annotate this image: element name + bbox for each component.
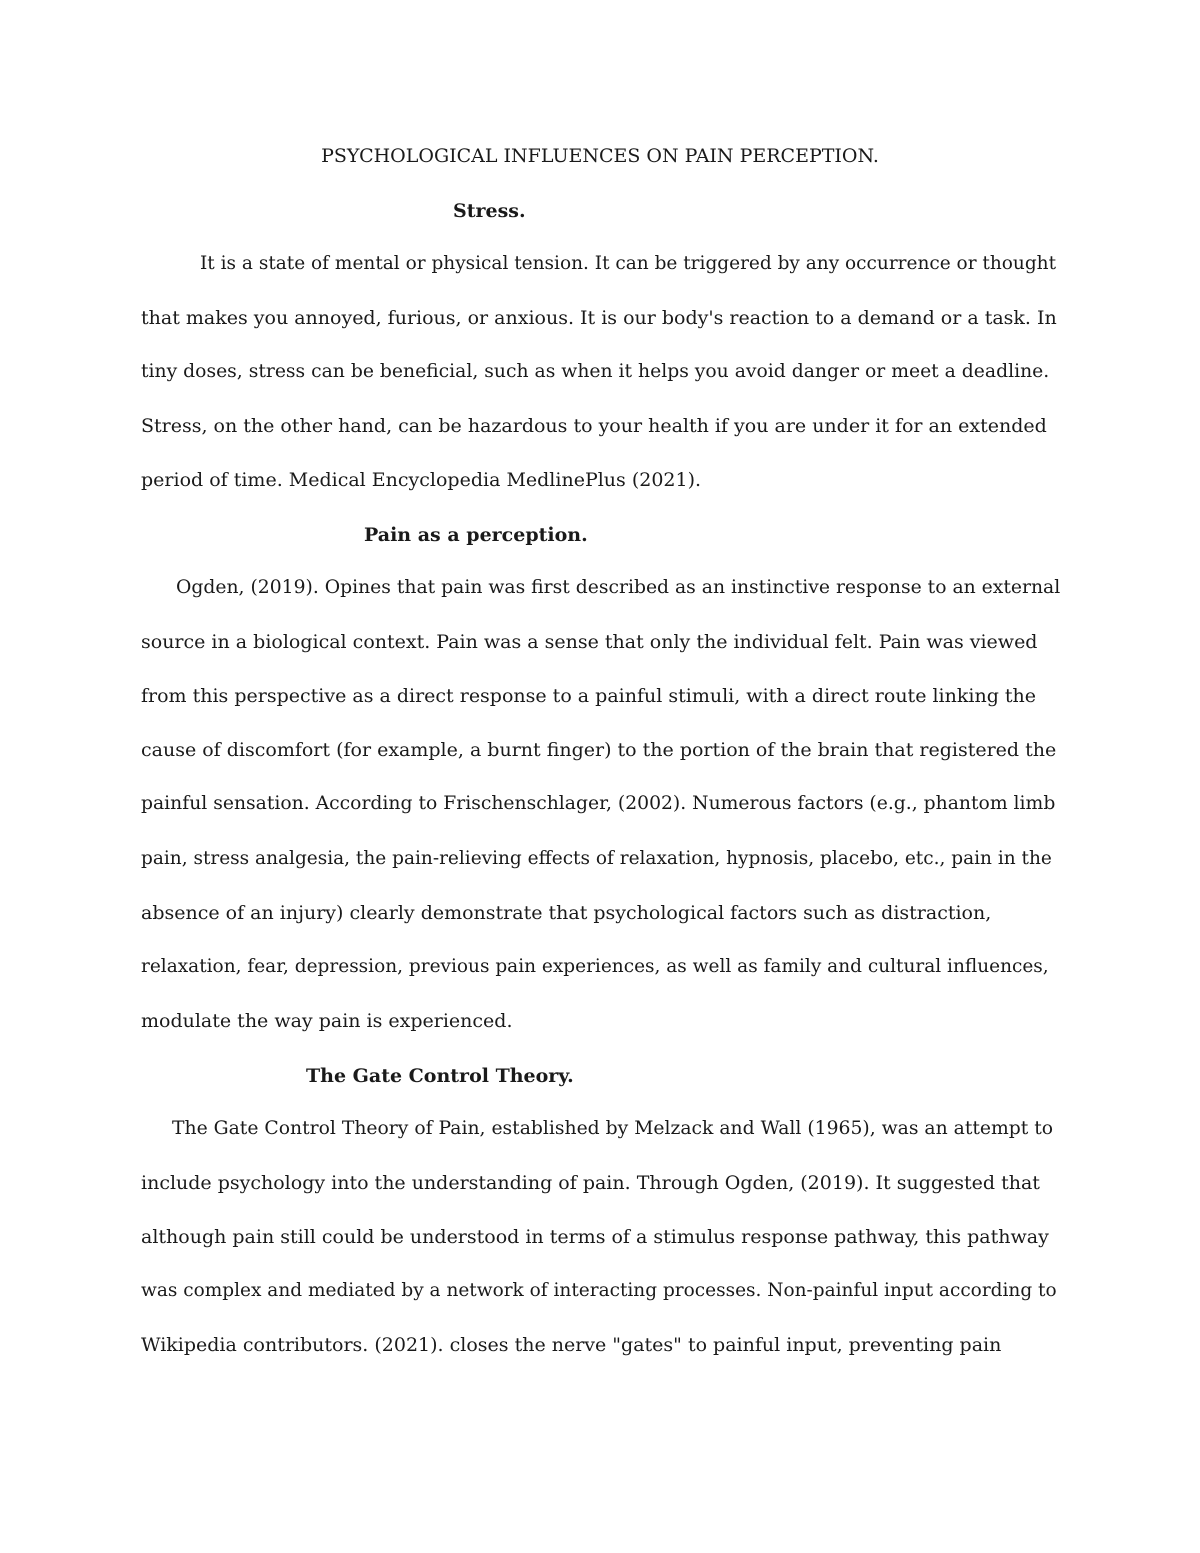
paragraph-line: that makes you annoyed, furious, or anxious. It is our body's reaction to a demand or a task. In xyxy=(141,307,1057,329)
document-title: PSYCHOLOGICAL INFLUENCES ON PAIN PERCEPTION. xyxy=(321,145,879,167)
section-heading-gate-control: The Gate Control Theory. xyxy=(306,1065,574,1087)
paragraph-line: It is a state of mental or physical tension. It can be triggered by any occurrence or thought xyxy=(200,253,1057,274)
paragraph-line: absence of an injury) clearly demonstrate that psychological factors such as distraction, xyxy=(141,902,992,924)
paragraph-line: period of time. Medical Encyclopedia MedlinePlus (2021). xyxy=(141,469,702,491)
paragraph-line: The Gate Control Theory of Pain, established by Melzack and Wall (1965), was an attempt to xyxy=(172,1118,1054,1139)
paragraph-line: was complex and mediated by a network of interacting processes. Non-painful input according to xyxy=(141,1280,1057,1301)
paragraph-line: source in a biological context. Pain was a sense that only the individual felt. Pain was viewed xyxy=(141,631,1038,653)
paragraph-line: cause of discomfort (for example, a burnt finger) to the portion of the brain that registered the xyxy=(141,739,1057,761)
section-heading-pain-perception: Pain as a perception. xyxy=(364,524,588,546)
paragraph-line: Ogden, (2019). Opines that pain was first described as an instinctive response to an external xyxy=(176,577,1061,598)
paragraph-line: tiny doses, stress can be beneficial, such as when it helps you avoid danger or meet a deadline. xyxy=(141,361,1050,382)
paragraph-line: include psychology into the understanding of pain. Through Ogden, (2019). It suggested that xyxy=(141,1172,1040,1194)
paragraph-line: painful sensation. According to Frischenschlager, (2002). Numerous factors (e.g., phantom limb xyxy=(141,793,1056,814)
paragraph-line: Wikipedia contributors. (2021). closes the nerve "gates" to painful input, preventing pain xyxy=(141,1334,1002,1356)
paragraph-line: Stress, on the other hand, can be hazardous to your health if you are under it for an extended xyxy=(141,415,1047,437)
section-heading-stress: Stress. xyxy=(453,200,526,222)
paragraph-line: pain, stress analgesia, the pain-relieving effects of relaxation, hypnosis, placebo, etc., pain in the xyxy=(141,848,1052,869)
paragraph-line: modulate the way pain is experienced. xyxy=(141,1010,513,1032)
paragraph-line: relaxation, fear, depression, previous pain experiences, as well as family and cultural influences, xyxy=(141,956,1049,977)
paragraph-line: although pain still could be understood in terms of a stimulus response pathway, this pathway xyxy=(141,1226,1049,1248)
paragraph-line: from this perspective as a direct response to a painful stimuli, with a direct route linking the xyxy=(141,685,1037,707)
